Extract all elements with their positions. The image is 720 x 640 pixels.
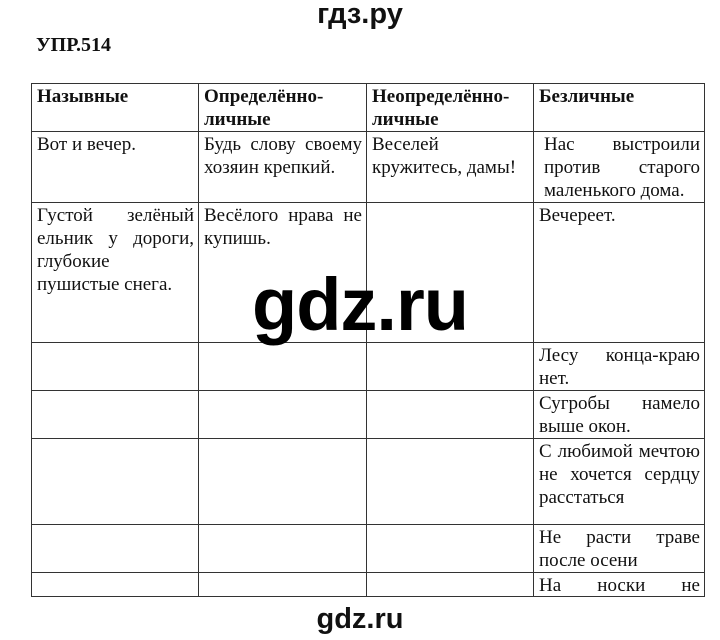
table-cell [32,525,199,573]
header-cell: Определённо-личные [199,84,367,132]
table-cell [367,439,534,525]
watermark-top: гдз.ру [317,0,403,30]
table-cell [199,525,367,573]
table-cell: С любимой мечтою не хочется сердцу расстаться [534,439,705,525]
table-header-row [32,84,705,132]
table-row [32,573,705,597]
header-cell: Безличные [534,84,705,132]
table-cell: На носки не [534,573,705,597]
table-cell [199,391,367,439]
header-cell: Назывные [32,84,199,132]
table-cell [367,573,534,597]
table-cell [32,573,199,597]
table-cell [32,391,199,439]
table-row [32,439,705,525]
table-cell [32,439,199,525]
table-cell [367,525,534,573]
table-cell [367,391,534,439]
watermark-middle: gdz.ru [252,263,468,346]
table-cell [32,343,199,391]
table-cell: Веселей кружитесь, дамы! [367,132,534,203]
table-cell: Не расти траве после осени [534,525,705,573]
table-cell: Весёлого нрава не купишь. [199,203,367,343]
table-cell [199,343,367,391]
table-cell: Вот и вечер. [32,132,199,203]
exercise-title: УПР.514 [36,34,111,56]
table-cell: Густой зелёный ельник у дороги, глубокие пушистые снега. [32,203,199,343]
table-row [32,132,705,203]
table-row [32,343,705,391]
table-cell: Вечереет. [534,203,705,343]
table-cell: Нас выстроили против старого маленького дома. [534,132,705,203]
watermark-bottom: gdz.ru [316,603,404,635]
table-row [32,525,705,573]
table-cell: Будь слову своему хозяин крепкий. [199,132,367,203]
header-cell: Неопределённо-личные [367,84,534,132]
table-cell: Сугробы намело выше окон. [534,391,705,439]
table-cell [367,343,534,391]
table-cell [199,439,367,525]
table-cell: Лесу конца-краю нет. [534,343,705,391]
table-row [32,391,705,439]
table-cell [199,573,367,597]
